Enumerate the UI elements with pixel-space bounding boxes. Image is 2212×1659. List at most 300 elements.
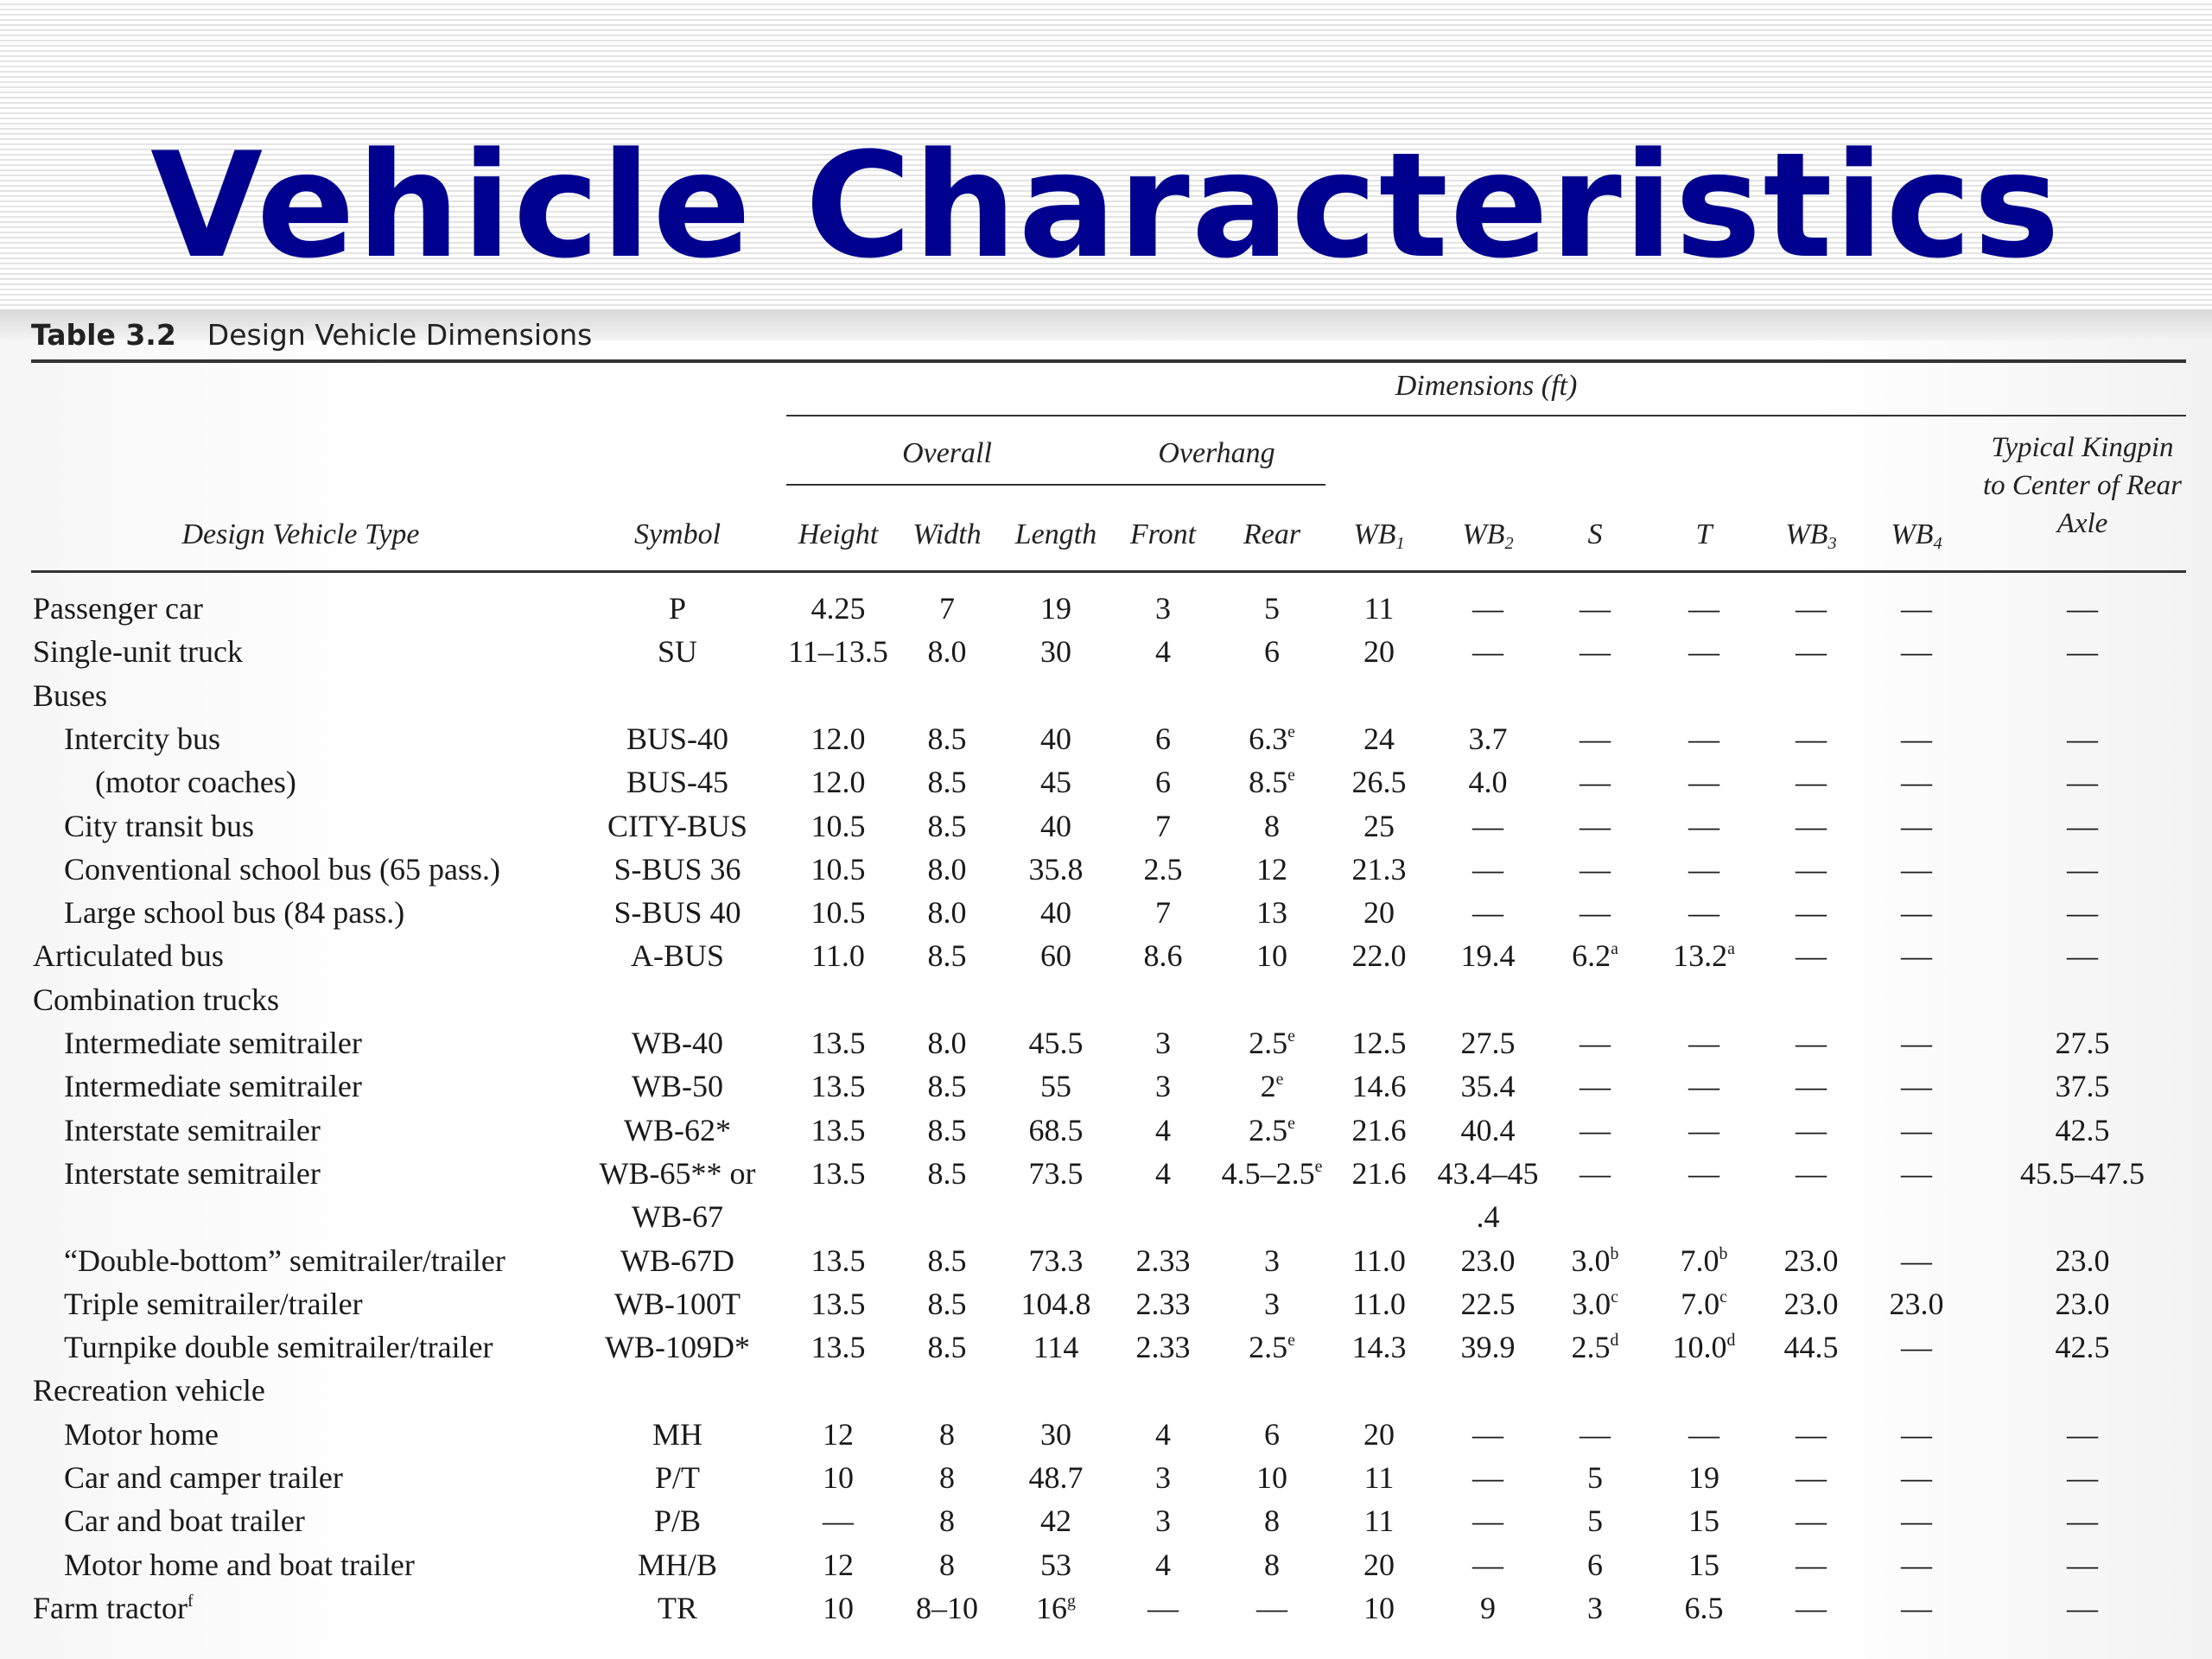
vehicle-type-text: Motor home and boat trailer bbox=[64, 1547, 415, 1582]
wb1-cell bbox=[1352, 1112, 1407, 1148]
table-caption-text: Design Vehicle Dimensions bbox=[207, 318, 593, 352]
wb3-value: — bbox=[1796, 1026, 1827, 1060]
dimensions-rule bbox=[786, 415, 2186, 416]
front-cell bbox=[1155, 1416, 1171, 1452]
front-value: 7 bbox=[1155, 895, 1171, 931]
wb3-cell bbox=[1796, 590, 1827, 626]
wb3-value: — bbox=[1796, 1503, 1827, 1539]
t-value: — bbox=[1688, 721, 1719, 756]
rear-value: 6 bbox=[1264, 634, 1280, 670]
footnote-mark: e bbox=[1314, 1157, 1323, 1177]
wb3-cell bbox=[1796, 1503, 1827, 1539]
table-row bbox=[0, 1416, 2212, 1459]
wb3-value: — bbox=[1796, 938, 1827, 974]
front-cell bbox=[1136, 1329, 1191, 1365]
wb1-cell bbox=[1363, 721, 1395, 757]
s-value: — bbox=[1580, 1069, 1611, 1104]
width-cell bbox=[928, 894, 967, 931]
symbol-cell bbox=[620, 1243, 734, 1279]
wb2-value: — bbox=[1472, 1460, 1503, 1495]
wb3-value: — bbox=[1796, 851, 1827, 887]
kingpin-cell bbox=[2067, 764, 2098, 800]
footnote-mark: d bbox=[1610, 1331, 1619, 1351]
vehicle-type-text: Intermediate semitrailer bbox=[64, 1069, 362, 1104]
table-row bbox=[0, 677, 2212, 721]
symbol-value: WB-109D* bbox=[605, 1330, 750, 1365]
wb4-cell bbox=[1901, 1459, 1932, 1496]
kingpin-cell bbox=[2067, 938, 2098, 974]
width-cell bbox=[939, 1503, 955, 1539]
height-cell bbox=[811, 1068, 866, 1104]
vehicle-type-cell bbox=[64, 1547, 415, 1583]
wb1-cell bbox=[1352, 1155, 1407, 1192]
wb1-value: 10 bbox=[1363, 1590, 1395, 1625]
vehicle-type-text: Interstate semitrailer bbox=[64, 1112, 321, 1147]
wb2-value: 4.0 bbox=[1468, 765, 1508, 800]
t-value: — bbox=[1688, 851, 1719, 887]
table-row bbox=[0, 1590, 2212, 1633]
wb4-value: — bbox=[1901, 938, 1932, 974]
height-cell bbox=[811, 894, 866, 931]
symbol-cell bbox=[669, 590, 686, 626]
rear-value: 12 bbox=[1256, 851, 1287, 887]
symbol-cell bbox=[624, 1112, 731, 1148]
vehicle-type-text: Conventional school bus (65 pass.) bbox=[64, 851, 500, 887]
vehicle-type-text: Combination trucks bbox=[33, 982, 279, 1017]
length-cell bbox=[1040, 938, 1071, 974]
wb4-value: — bbox=[1901, 1112, 1932, 1147]
kingpin-value: 27.5 bbox=[2055, 1026, 2110, 1060]
front-cell bbox=[1144, 851, 1183, 887]
wb1-value: 24 bbox=[1363, 721, 1395, 756]
t-cell bbox=[1673, 1329, 1736, 1365]
symbol-cell bbox=[613, 851, 741, 887]
vehicle-type-cell bbox=[64, 1243, 505, 1279]
wb1-value: 21.6 bbox=[1351, 1112, 1407, 1147]
front-value: 2.33 bbox=[1135, 1286, 1191, 1321]
rear-value: 2.5 bbox=[1249, 1112, 1288, 1147]
wb1-cell bbox=[1364, 590, 1395, 626]
vehicle-type-cell bbox=[64, 1286, 363, 1322]
height-value: 12 bbox=[823, 1547, 854, 1582]
t-cell bbox=[1688, 1068, 1719, 1104]
symbol-value: S-BUS 40 bbox=[613, 895, 741, 931]
height-value: 12 bbox=[823, 1416, 854, 1452]
s-cell bbox=[1580, 1112, 1611, 1148]
wb2-value: 35.4 bbox=[1460, 1069, 1516, 1104]
length-cell bbox=[1040, 764, 1071, 800]
wb2-value: — bbox=[1472, 1416, 1503, 1452]
wb4-value: — bbox=[1901, 895, 1932, 931]
wb4-cell bbox=[1901, 1547, 1932, 1583]
s-cell bbox=[1580, 808, 1611, 844]
kingpin-value: 23.0 bbox=[2055, 1243, 2110, 1278]
s-value: — bbox=[1580, 1155, 1611, 1191]
kingpin-value: 23.0 bbox=[2055, 1286, 2110, 1321]
vehicle-type-text: City transit bus bbox=[64, 808, 255, 843]
wb4-value: — bbox=[1901, 1416, 1932, 1452]
footnote-mark: a bbox=[1611, 939, 1618, 959]
col-header-wb4 bbox=[1891, 518, 1942, 554]
symbol-cell bbox=[654, 1503, 701, 1539]
length-value: 42 bbox=[1040, 1503, 1071, 1539]
vehicle-type-text: Car and boat trailer bbox=[64, 1503, 305, 1539]
t-value: — bbox=[1688, 1416, 1719, 1452]
front-value: 4 bbox=[1155, 1112, 1171, 1147]
footnote-mark: c bbox=[1719, 1287, 1727, 1306]
kingpin-header bbox=[1983, 429, 2182, 543]
s-value: 3.0 bbox=[1572, 1286, 1611, 1321]
width-cell bbox=[939, 1459, 955, 1496]
front-cell bbox=[1155, 764, 1171, 800]
wb2-value: 27.5 bbox=[1460, 1026, 1516, 1060]
t-value: 15 bbox=[1688, 1547, 1719, 1582]
col-header-wb2 bbox=[1462, 518, 1514, 554]
height-value: 13.5 bbox=[810, 1026, 866, 1060]
symbol-value: CITY-BUS bbox=[607, 808, 748, 843]
length-value: 68.5 bbox=[1028, 1112, 1084, 1147]
wb2-value: — bbox=[1472, 1503, 1503, 1539]
vehicle-type-cell bbox=[64, 1329, 493, 1365]
s-value: 3.0 bbox=[1571, 1243, 1611, 1278]
symbol-cell bbox=[626, 721, 728, 757]
rear-cell bbox=[1256, 1590, 1287, 1626]
s-cell bbox=[1580, 894, 1611, 931]
rear-value: 8 bbox=[1264, 808, 1280, 843]
width-cell bbox=[928, 1025, 967, 1061]
length-value: 48.7 bbox=[1028, 1460, 1084, 1495]
wb2-cell bbox=[1461, 1286, 1516, 1322]
width-cell bbox=[928, 851, 967, 887]
width-value: 8.5 bbox=[927, 1243, 967, 1278]
width-cell bbox=[939, 590, 955, 626]
footnote-mark: e bbox=[1287, 1027, 1295, 1046]
rear-value: 2 bbox=[1260, 1069, 1276, 1104]
symbol-value: WB-40 bbox=[632, 1026, 723, 1060]
t-cell bbox=[1688, 1416, 1719, 1452]
wb1-cell bbox=[1363, 808, 1395, 844]
kingpin-cell bbox=[2067, 808, 2098, 844]
s-value: 5 bbox=[1587, 1460, 1603, 1495]
wb1-value: 20 bbox=[1363, 1416, 1395, 1452]
t-value: 19 bbox=[1688, 1460, 1719, 1495]
height-cell bbox=[811, 1155, 866, 1192]
length-value: 73.5 bbox=[1028, 1155, 1084, 1191]
wb2-value: — bbox=[1472, 634, 1503, 670]
wb1-value: 20 bbox=[1363, 895, 1395, 931]
height-cell bbox=[811, 1329, 866, 1365]
wb4-cell bbox=[1901, 1155, 1932, 1192]
symbol-cell bbox=[632, 1068, 723, 1104]
vehicle-type-cell bbox=[33, 633, 243, 670]
length-cell bbox=[1029, 1112, 1084, 1148]
wb1-value: 25 bbox=[1363, 808, 1395, 843]
wb2-value: 22.5 bbox=[1460, 1286, 1516, 1321]
kingpin-cell bbox=[2056, 1068, 2110, 1104]
vehicle-type-cell bbox=[64, 1025, 362, 1061]
width-value: 8.5 bbox=[927, 1155, 967, 1191]
col-header-wb2-sub: 2 bbox=[1504, 534, 1514, 554]
table-row bbox=[0, 982, 2212, 1025]
symbol-cell bbox=[632, 1198, 723, 1235]
wb1-value: 22.0 bbox=[1351, 938, 1407, 974]
wb2-value: 19.4 bbox=[1460, 938, 1516, 974]
length-cell bbox=[1036, 1590, 1076, 1626]
length-cell bbox=[1040, 1416, 1071, 1452]
wb2-cell bbox=[1461, 1243, 1516, 1279]
wb1-value: 11.0 bbox=[1352, 1286, 1406, 1321]
kingpin-cell bbox=[2056, 1243, 2110, 1279]
wb1-cell bbox=[1363, 1590, 1395, 1626]
s-cell bbox=[1587, 1459, 1603, 1496]
table-row bbox=[0, 1068, 2212, 1111]
wb3-cell bbox=[1796, 1068, 1827, 1104]
vehicle-type-cell bbox=[64, 851, 500, 887]
front-value: — bbox=[1147, 1590, 1179, 1625]
symbol-cell bbox=[631, 938, 724, 974]
wb1-cell bbox=[1364, 1459, 1395, 1496]
front-cell bbox=[1147, 1590, 1179, 1626]
length-cell bbox=[1040, 1547, 1071, 1583]
front-cell bbox=[1155, 1547, 1171, 1583]
rear-cell bbox=[1249, 1112, 1295, 1148]
length-value: 73.3 bbox=[1028, 1243, 1084, 1278]
t-cell bbox=[1688, 851, 1719, 887]
wb2-cell bbox=[1461, 938, 1516, 974]
overall-group-header: Overall bbox=[902, 437, 992, 469]
wb2-value: 9 bbox=[1480, 1590, 1496, 1625]
wb2-value: 43.4–45 bbox=[1437, 1155, 1539, 1191]
front-value: 6 bbox=[1155, 721, 1171, 756]
wb3-cell bbox=[1784, 1243, 1839, 1279]
height-cell bbox=[823, 1590, 854, 1626]
table-scan bbox=[0, 309, 2212, 1659]
rear-cell bbox=[1256, 938, 1287, 974]
wb3-cell bbox=[1784, 1329, 1839, 1365]
wb3-cell bbox=[1796, 1155, 1827, 1192]
front-value: 3 bbox=[1155, 1503, 1171, 1539]
t-cell bbox=[1688, 721, 1719, 757]
s-cell bbox=[1572, 1286, 1618, 1322]
wb4-value: — bbox=[1901, 634, 1932, 670]
wb2-cell bbox=[1469, 721, 1508, 757]
t-cell bbox=[1688, 1155, 1719, 1192]
length-cell bbox=[1040, 721, 1071, 757]
wb1-cell bbox=[1352, 1329, 1407, 1365]
wb3-value: 23.0 bbox=[1783, 1243, 1839, 1278]
wb4-cell bbox=[1901, 1025, 1932, 1061]
s-cell bbox=[1580, 1025, 1611, 1061]
col-header-wb1-sub: 1 bbox=[1395, 534, 1405, 554]
kingpin-cell bbox=[2056, 1329, 2110, 1365]
t-cell bbox=[1688, 1459, 1719, 1496]
vehicle-type-cell bbox=[33, 938, 224, 974]
t-value: 13.2 bbox=[1673, 938, 1728, 974]
wb1-value: 20 bbox=[1363, 1547, 1395, 1582]
wb1-cell bbox=[1363, 894, 1395, 931]
width-value: 8.0 bbox=[927, 851, 967, 887]
wb4-cell bbox=[1901, 1243, 1932, 1279]
kingpin-value: 37.5 bbox=[2055, 1069, 2110, 1104]
kingpin-value: 42.5 bbox=[2055, 1330, 2110, 1365]
s-value: — bbox=[1580, 591, 1611, 626]
footnote-mark: e bbox=[1287, 1331, 1295, 1351]
wb3-value: — bbox=[1796, 1460, 1827, 1495]
vehicle-type-text: Interstate semitrailer bbox=[64, 1155, 321, 1191]
height-value: 13.5 bbox=[810, 1243, 866, 1278]
wb4-value: — bbox=[1901, 1026, 1932, 1060]
s-value: — bbox=[1580, 1112, 1611, 1147]
footnote-mark: b bbox=[1610, 1243, 1619, 1263]
vehicle-type-cell bbox=[64, 1068, 362, 1104]
rear-cell bbox=[1249, 1025, 1295, 1061]
vehicle-type-text: “Double-bottom” semitrailer/trailer bbox=[64, 1243, 505, 1278]
front-value: 3 bbox=[1155, 1460, 1171, 1495]
wb3-cell bbox=[1796, 1112, 1827, 1148]
s-cell bbox=[1580, 590, 1611, 626]
col-header-length: Length bbox=[1014, 518, 1097, 550]
front-cell bbox=[1155, 1068, 1171, 1104]
width-cell bbox=[928, 1068, 967, 1104]
height-cell bbox=[811, 808, 866, 844]
length-cell bbox=[1029, 1155, 1084, 1192]
wb1-cell bbox=[1363, 633, 1395, 670]
t-cell bbox=[1681, 1243, 1728, 1279]
wb4-value: — bbox=[1901, 1155, 1932, 1191]
kingpin-header-line-3: Axle bbox=[2056, 508, 2108, 539]
rear-cell bbox=[1249, 1329, 1295, 1365]
wb3-cell bbox=[1796, 808, 1827, 844]
symbol-value: P/B bbox=[653, 1503, 702, 1539]
width-value: 8.5 bbox=[927, 765, 967, 800]
footnote-mark: c bbox=[1611, 1287, 1618, 1306]
wb2-cell bbox=[1472, 1459, 1503, 1496]
wb2-cell bbox=[1461, 1112, 1516, 1148]
vehicle-type-cell bbox=[33, 982, 279, 1018]
length-cell bbox=[1029, 851, 1084, 887]
width-cell bbox=[928, 1243, 967, 1279]
height-cell bbox=[811, 1112, 866, 1148]
rear-value: 10 bbox=[1256, 938, 1287, 974]
t-value: — bbox=[1688, 765, 1719, 800]
s-value: — bbox=[1580, 851, 1611, 887]
footnote-mark: b bbox=[1719, 1243, 1728, 1263]
wb4-cell bbox=[1901, 1329, 1932, 1365]
t-cell bbox=[1688, 1025, 1719, 1061]
table-row bbox=[0, 1372, 2212, 1415]
height-value: 10.5 bbox=[810, 895, 866, 931]
t-cell bbox=[1688, 590, 1719, 626]
wb3-cell bbox=[1796, 938, 1827, 974]
t-cell bbox=[1688, 894, 1719, 931]
t-cell bbox=[1673, 938, 1735, 974]
width-cell bbox=[928, 633, 967, 670]
front-cell bbox=[1144, 938, 1183, 974]
wb2-cell bbox=[1472, 1416, 1503, 1452]
wb4-value: — bbox=[1901, 1503, 1932, 1539]
wb1-cell bbox=[1352, 851, 1407, 887]
slide-title: Vehicle Characteristics bbox=[150, 121, 2062, 290]
wb4-cell bbox=[1901, 764, 1932, 800]
front-cell bbox=[1155, 1025, 1171, 1061]
wb2-cell bbox=[1477, 1198, 1500, 1235]
kingpin-value: — bbox=[2067, 765, 2098, 800]
vehicle-type-text: Recreation vehicle bbox=[33, 1373, 265, 1408]
t-cell bbox=[1688, 633, 1719, 670]
wb2-cell bbox=[1472, 1503, 1503, 1539]
height-cell bbox=[811, 764, 866, 800]
width-value: 8 bbox=[939, 1547, 955, 1582]
kingpin-value: — bbox=[2067, 721, 2098, 756]
vehicle-type-text: Triple semitrailer/trailer bbox=[64, 1286, 363, 1321]
kingpin-value: — bbox=[2067, 1416, 2098, 1452]
wb4-value: — bbox=[1901, 1069, 1932, 1104]
wb4-value: — bbox=[1901, 808, 1932, 843]
wb2-cell bbox=[1472, 808, 1503, 844]
wb1-cell bbox=[1352, 1243, 1406, 1279]
front-cell bbox=[1155, 590, 1171, 626]
symbol-value: WB-50 bbox=[632, 1069, 723, 1104]
col-header-wb3 bbox=[1785, 518, 1837, 554]
s-value: — bbox=[1580, 1416, 1611, 1452]
table-row bbox=[0, 721, 2212, 764]
width-value: 8 bbox=[939, 1416, 955, 1452]
t-value: — bbox=[1688, 1026, 1719, 1060]
symbol-value: S-BUS 36 bbox=[613, 851, 741, 887]
front-cell bbox=[1155, 894, 1171, 931]
vehicle-type-text: (motor coaches) bbox=[95, 765, 296, 800]
length-cell bbox=[1029, 1243, 1084, 1279]
table-row bbox=[0, 1112, 2212, 1155]
vehicle-type-cell bbox=[95, 764, 296, 800]
s-cell bbox=[1580, 721, 1611, 757]
s-cell bbox=[1572, 1329, 1619, 1365]
col-header-symbol: Symbol bbox=[633, 518, 721, 550]
front-cell bbox=[1136, 1243, 1191, 1279]
length-value: 53 bbox=[1040, 1547, 1071, 1582]
width-cell bbox=[916, 1590, 978, 1626]
symbol-cell bbox=[658, 633, 697, 670]
length-cell bbox=[1040, 590, 1071, 626]
table-row bbox=[0, 1198, 2212, 1242]
overhang-group-header: Overhang bbox=[1158, 437, 1275, 469]
front-cell bbox=[1155, 633, 1171, 670]
kingpin-cell bbox=[2056, 1025, 2110, 1061]
symbol-cell bbox=[614, 1286, 741, 1322]
rear-value: 6.3 bbox=[1249, 721, 1288, 756]
wb3-cell bbox=[1796, 764, 1827, 800]
wb4-cell bbox=[1901, 721, 1932, 757]
length-cell bbox=[1040, 894, 1071, 931]
header-rule bbox=[31, 570, 2186, 573]
symbol-value: BUS-45 bbox=[626, 765, 729, 800]
wb4-value: — bbox=[1901, 721, 1932, 756]
s-cell bbox=[1587, 1590, 1603, 1626]
length-value: 30 bbox=[1040, 634, 1071, 670]
length-cell bbox=[1033, 1329, 1079, 1365]
col-header-wb1 bbox=[1353, 518, 1405, 554]
vehicle-type-text: Intermediate semitrailer bbox=[64, 1026, 362, 1060]
rear-value: 2.5 bbox=[1249, 1330, 1288, 1365]
width-value: 8.5 bbox=[927, 808, 967, 843]
table-row bbox=[0, 1547, 2212, 1590]
front-value: 4 bbox=[1155, 1547, 1171, 1582]
wb3-value: — bbox=[1796, 1547, 1827, 1582]
height-cell bbox=[811, 938, 865, 974]
rear-cell bbox=[1264, 1416, 1280, 1452]
height-value: — bbox=[823, 1503, 854, 1539]
symbol-value: MH/B bbox=[637, 1547, 718, 1582]
